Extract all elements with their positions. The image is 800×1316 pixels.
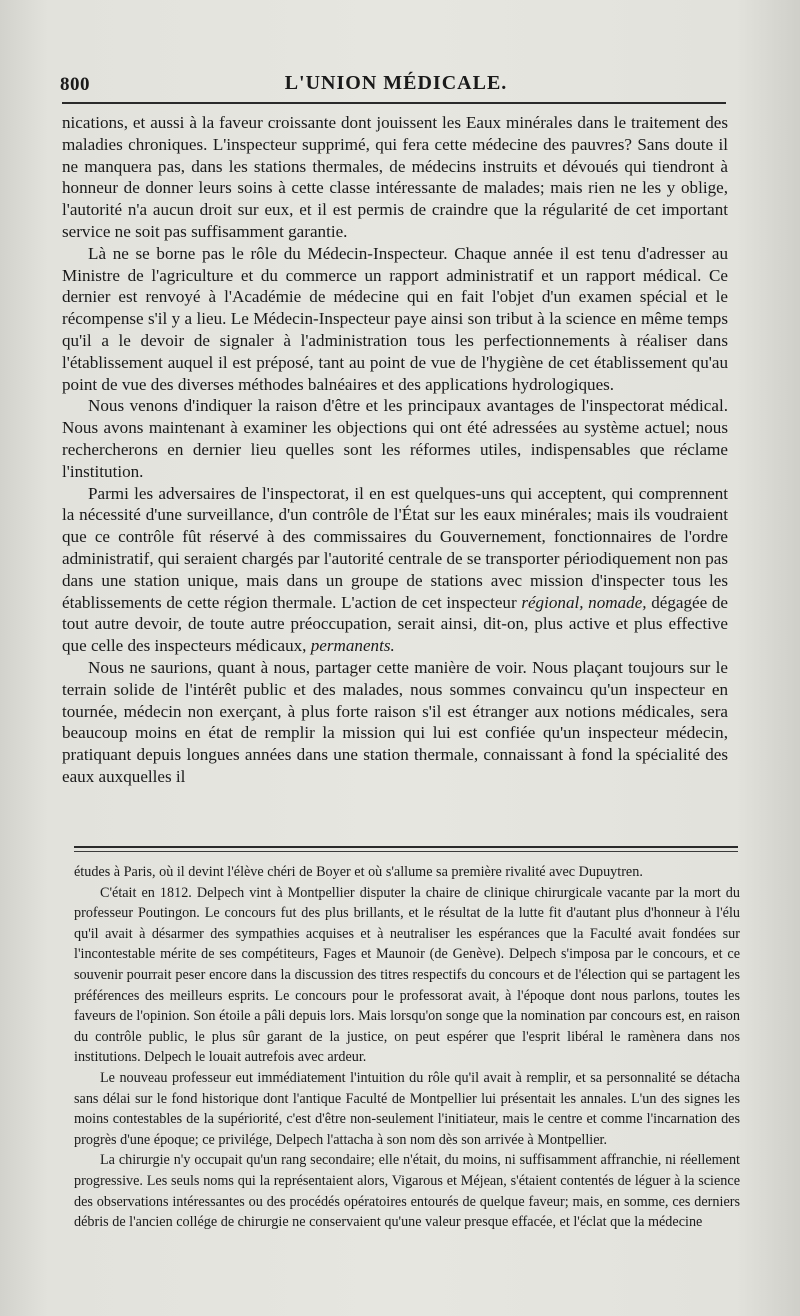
journal-title: L'UNION MÉDICALE. — [284, 72, 508, 94]
footnote-paragraph-4: La chirurgie n'y occupait qu'un rang secondaire; elle n'était, du moins, ni suffisamment affranchie, ni réellement progressive. Les seuls noms qui la représentaient alors, Vigarous et Méjean, s'étaient contentés de léguer à la science des observations intéressantes ou des procédés opératoires entourés de quelque faveur; mais, en somme, ces derniers débris de l'ancien collége de chirurgie ne conservaient qu'une valeur presque effacée, et l'éclat que la médecine — [74, 1152, 740, 1231]
footnote-separator — [74, 846, 738, 852]
footnote-paragraph-2: C'était en 1812. Delpech vint à Montpellier disputer la chaire de clinique chirurgicale vacante par la mort du professeur Poutingon. Le concours fut des plus brillants, et le résultat de la lutte fit d'autant plus d'honneur à l'élu qu'il avait à désarmer des sympathies acquises et à neutraliser les espérances que la Faculté avait fondées sur l'incontestable mérite de ses compétiteurs, Fages et Maunoir (de Genève). Delpech s'imposa par le concours, et ce souvenir pourrait peser encore dans la discussion des titres respectifs du concours et de l'élection qui se partagent les préférences des meilleurs esprits. Le concours pour le professorat avait, à l'époque dont nous parlons, toutes les faveurs de l'opinion. Son étoile a pâli depuis lors. Mais lorsqu'on songe que la nomination par concours est, en raison du contrôle public, le plus sûr garant de la justice, on peut espérer que l'esprit libéral le ramènera dans nos institutions. Delpech le louait autrefois avec ardeur. — [74, 884, 740, 1066]
italic-permanents: permanents. — [310, 636, 395, 656]
main-article — [62, 112, 728, 788]
italic-regional-nomade: régional, nomade, — [521, 592, 647, 612]
article-paragraph-4 — [62, 483, 728, 657]
feuilleton-footnote — [74, 862, 740, 1233]
article-paragraph-3: Nous venons d'indiquer la raison d'être et les principaux avantages de l'inspectorat médical. Nous avons maintenant à examiner les objections qui ont été adressées au système actuel; nous rechercherons en dernier lieu quelles sont les réformes utiles, indispensables que réclame l'institution. — [62, 396, 728, 481]
footnote-paragraph-3: Le nouveau professeur eut immédiatement l'intuition du rôle qu'il avait à remplir, et sa personnalité se détacha sans délai sur le fond historique dont l'antique Faculté de Montpellier lui présentait les annales. L'un des signes les moins contestables de la supériorité, c'est d'être non-seulement l'initiateur, mais le centre et comme l'incarnation des progrès d'une époque; ce privilége, Delpech l'attacha à son nom dès son arrivée à Montpellier. — [74, 1069, 740, 1148]
paragraph-4-text-a: Parmi les adversaires de l'inspectorat, il en est quelques-uns qui acceptent, qui comprennent la nécessité d'une surveillance, d'un contrôle de l'État sur les eaux minérales; mais ils voudraient que ce contrôle fût réservé à des commissaires du Gouvernement, fonctionnaires de l'ordre administratif, qui seraient chargés par l'autorité centrale de se transporter périodiquement non pas dans une station unique, mais dans un groupe de stations avec mission d'inspecter tous les établissements de cette région thermale. L'action de cet inspecteur — [62, 483, 728, 612]
paragraph-4-text-b: dégagée de tout autre devoir, de toute autre préoccupation, serait ainsi, dit-on, plus active et plus effective que celle des inspecteurs médicaux, — [62, 592, 728, 656]
article-paragraph-1: nications, et aussi à la faveur croissante dont jouissent les Eaux minérales dans le traitement des maladies chroniques. L'inspecteur supprimé, qui fera cette médecine des pauvres? Sans doute il ne manquera pas, dans les stations thermales, de médecins instruits et dévoués qui tiendront à honneur de donner leurs soins à cette classe intéressante de malades; mais rien ne les y oblige, l'autorité n'a aucun droit sur eux, et il est permis de craindre que la régularité de cet important service ne soit pas suffisamment garantie. — [62, 113, 728, 241]
article-paragraph-2: Là ne se borne pas le rôle du Médecin-Inspecteur. Chaque année il est tenu d'adresser au Ministre de l'agriculture et du commerce un rapport administratif et un rapport médical. Ce dernier est renvoyé à l'Académie de médecine qui en fait l'objet d'un examen spécial et le récompense s'il y a lieu. Le Médecin-Inspecteur paye ainsi son tribut à la science en même temps qu'il a le devoir de signaler à l'administration tous les perfectionnements à réaliser dans l'établissement auquel il est préposé, tant au point de vue de l'hygiène de cet établissement qu'au point de vue des diverses méthodes balnéaires et des applications hydrologiques. — [62, 243, 728, 394]
article-paragraph-5: Nous ne saurions, quant à nous, partager cette manière de voir. Nous plaçant toujours sur le terrain solide de l'intérêt public et des malades, nous sommes convaincu qu'un inspecteur en tournée, médecin non exerçant, à plus forte raison s'il est étranger aux notions médicales, sera beaucoup moins en état de remplir la mission qui lui est confiée qu'un inspecteur médecin, pratiquant depuis longues années dans une station thermale, connaissant à fond la spécialité des eaux auxquelles il — [62, 657, 728, 786]
page-header — [60, 68, 732, 98]
page-number: 800 — [60, 74, 90, 95]
header-rule — [62, 102, 726, 104]
footnote-paragraph-1: études à Paris, où il devint l'élève chéri de Boyer et où s'allume sa première rivalité avec Dupuytren. — [74, 864, 643, 880]
